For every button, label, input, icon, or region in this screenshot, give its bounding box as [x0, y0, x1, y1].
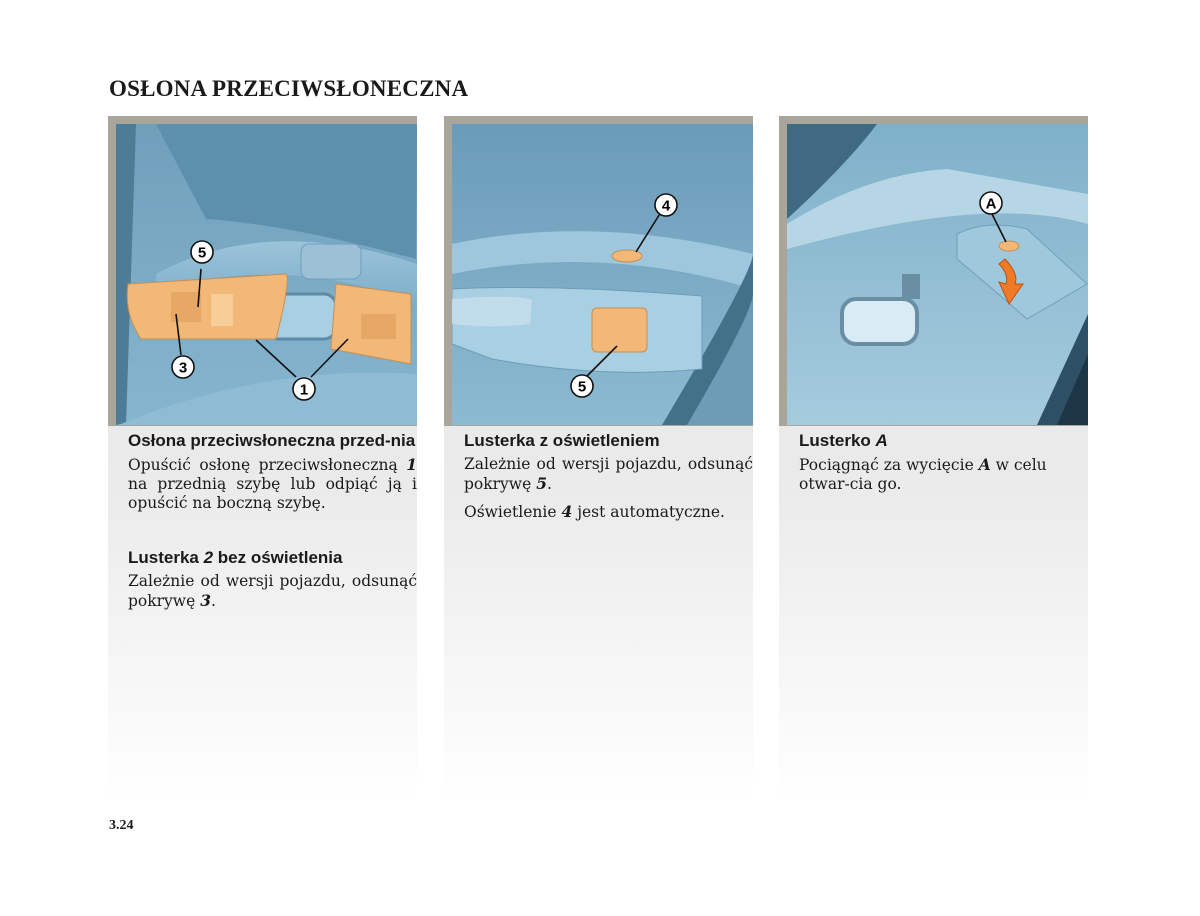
svg-text:5: 5: [577, 378, 587, 396]
sun-visor-left: [127, 274, 287, 339]
callout-1: [293, 378, 315, 400]
column-mirror-a: [779, 116, 1088, 806]
column-front-sun-visor: [108, 116, 417, 806]
mirror-a-illustration: [787, 124, 1088, 425]
svg-text:3: 3: [178, 359, 188, 377]
heading-front-visor: Osłona przeciwsłoneczna przed-nia: [128, 431, 416, 450]
heading-mirror-a: Lusterko A: [799, 431, 888, 450]
text-block-lit-mirrors: [464, 430, 753, 530]
callout-2: [191, 241, 213, 263]
callout-3: [172, 356, 194, 378]
svg-text:1: 1: [299, 381, 309, 399]
callout-4: [655, 194, 677, 216]
mirror-cover: [592, 308, 647, 352]
notch-a: [999, 241, 1019, 251]
para-lit-mirror-cover: Zależnie od wersji pojazdu, odsunąć pokrywę 5.: [464, 455, 753, 493]
page-title: OSŁONA PRZECIWSŁONECZNA: [109, 76, 469, 101]
photo-frame: [779, 116, 1088, 426]
svg-text:5: 5: [197, 244, 207, 262]
sun-visor-front-illustration: [116, 124, 417, 425]
para-auto-light: Oświetlenie 4 jest automatyczne.: [464, 502, 725, 521]
heading-lit-mirrors: Lusterka z oświetleniem: [464, 431, 660, 450]
photo-frame: [444, 116, 753, 426]
para-lower-visor: Opuścić osłonę przeciwsłoneczną 1 na przednią szybę lub odpiąć ją i opuścić na boczną szybę.: [128, 455, 417, 512]
svg-text:4: 4: [661, 197, 671, 215]
para-pull-notch: Pociągnąć za wycięcie A w celu otwar-cia go.: [799, 455, 1047, 493]
page-number: 3.24: [109, 818, 134, 833]
lit-mirror-illustration: [452, 124, 753, 425]
svg-text:A: A: [985, 195, 997, 213]
heading-mirrors-no-light: Lusterka 2 bez oświetlenia: [128, 548, 343, 567]
courtesy-light: [612, 250, 642, 262]
para-mirror-cover: Zależnie od wersji pojazdu, odsunąć pokrywę 3.: [128, 572, 417, 610]
callout-a: [980, 192, 1002, 214]
text-block-mirror-a: [799, 430, 1088, 502]
column-lit-mirrors: [444, 116, 753, 806]
photo-frame: [108, 116, 417, 426]
callout-5: [571, 375, 593, 397]
text-block-front-visor: [128, 430, 417, 619]
